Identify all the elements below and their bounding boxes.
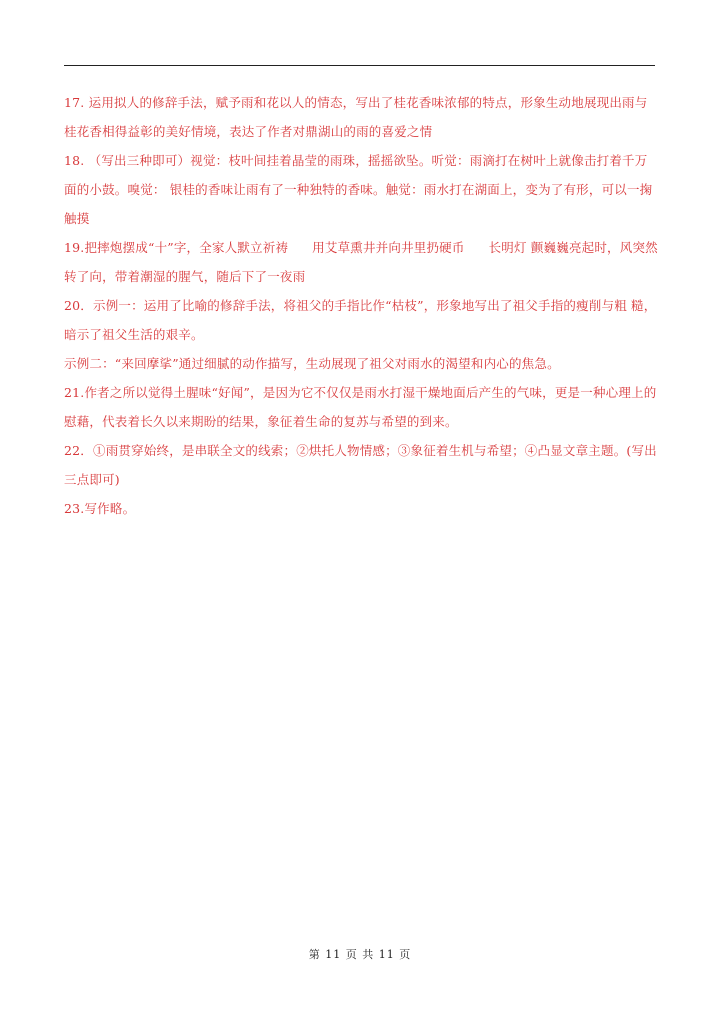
answer-19-part2: 用艾草熏井并向井里扔硬币: [312, 240, 465, 255]
answer-19: [64, 233, 658, 291]
answer-21: 21.作者之所以觉得土腥味“好闻”，是因为它不仅仅是雨水打湿干燥地面后产生的气味，更是一种心理上的慰藉，代表着长久以来期盼的结果，象征着生命的复苏与希望的到来。: [64, 385, 657, 429]
answer-18: 18. （写出三种即可）视觉：枝叶间挂着晶莹的雨珠，摇摇欲坠。听觉：雨滴打在树叶上就像击打着千万面的小鼓。嗅觉： 银桂的香味让雨有了一种独特的香味。触觉：雨水打在湖面上，变为了有形，可以一掬触摸: [64, 153, 653, 226]
answer-section: [64, 88, 658, 523]
answer-20-example-1: 20．示例一：运用了比喻的修辞手法，将祖父的手指比作“枯枝”，形象地写出了祖父手指的瘦削与粗 糙，暗示了祖父生活的艰辛。: [64, 298, 657, 342]
answer-19-part3: 长明灯 颤巍巍亮起时，风突然转了向，带着潮湿的腥气，随后下了一夜雨: [64, 240, 658, 284]
answer-19-part1: 19.把摔炮摆成“十”字，全家人默立祈祷: [64, 240, 289, 255]
header-rule: [64, 65, 655, 66]
page-number-footer: 第 11 页 共 11 页: [308, 948, 412, 961]
answer-23: 23.写作略。: [64, 501, 136, 516]
answer-20-example-2: 示例二：“来回摩挲”通过细腻的动作描写，生动展现了祖父对雨水的渴望和内心的焦急。: [64, 356, 560, 371]
answer-17: 17. 运用拟人的修辞手法，赋予雨和花以人的情态，写出了桂花香味浓郁的特点，形象生动地展现出雨与桂花香相得益彰的美好情境，表达了作者对鼎湖山的雨的喜爱之情: [64, 95, 648, 139]
answer-22: 22．①雨贯穿始终，是串联全文的线索；②烘托人物情感；③象征着生机与希望；④凸显文章主题。(写出三点即可): [64, 443, 657, 487]
